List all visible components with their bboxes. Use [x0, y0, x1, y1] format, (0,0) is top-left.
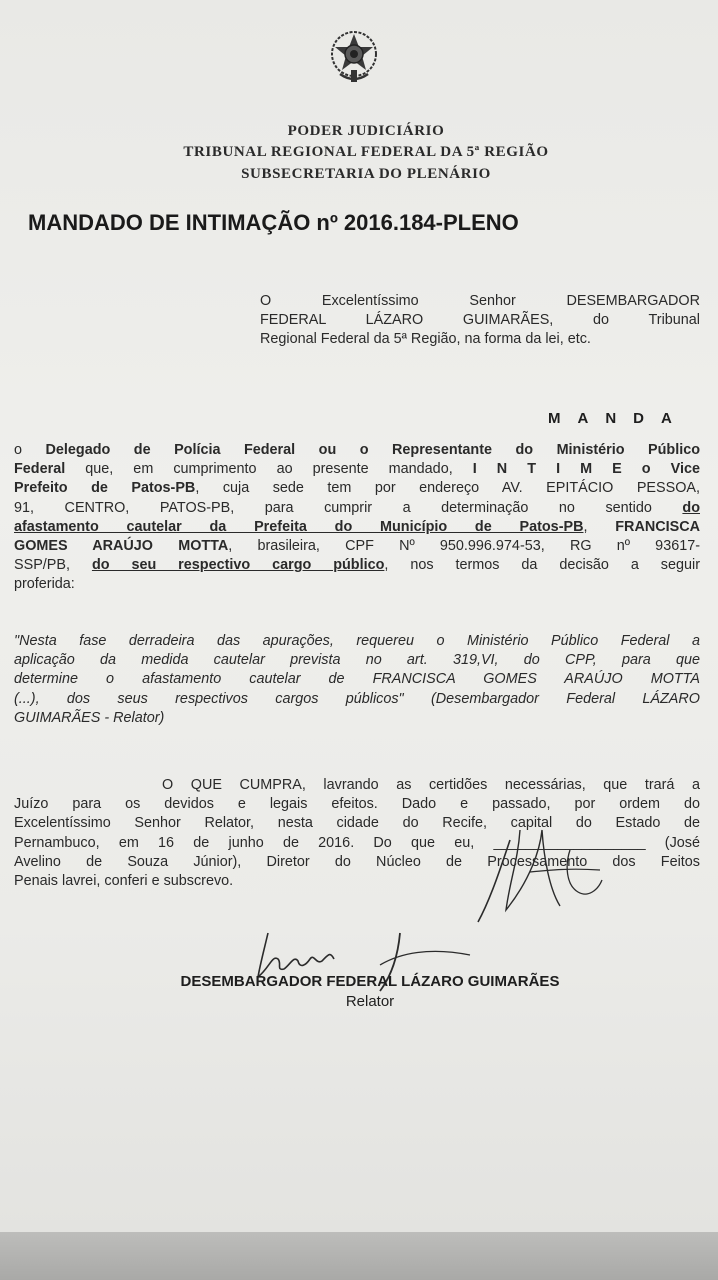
intro-line: O Excelentíssimo Senhor DESEMBARGADOR	[260, 293, 700, 309]
order-line	[14, 537, 700, 556]
text-run-bold-underlined: do	[682, 499, 700, 516]
order-line	[14, 479, 700, 498]
quote-line: "Nesta fase derradeira das apurações, requereu o Ministério Público Federal a	[14, 633, 700, 649]
text-run: , cuja sede tem por endereço AV. EPITÁCIO PESSOA,	[195, 480, 700, 497]
title-label: MANDADO DE INTIMAÇÃO nº	[28, 210, 338, 235]
order-paragraph	[14, 441, 700, 595]
text-run: o	[14, 442, 46, 458]
text-run-bold: Delegado de Polícia Federal ou o Representante do Ministério Público	[45, 442, 700, 458]
order-line	[14, 518, 700, 537]
closing-line: Juízo para os devidos e legais efeitos. Dado e passado, por ordem do	[14, 796, 700, 813]
closing-line: Penais lavrei, conferi e subscrevo.	[14, 873, 234, 890]
intro-line: Regional Federal da 5ª Região, na forma da lei, etc.	[260, 331, 591, 348]
quote-line: GUIMARÃES - Relator)	[14, 709, 165, 726]
title-number: 2016.184-PLENO	[343, 210, 519, 235]
text-run-bold: GOMES ARAÚJO MOTTA	[14, 538, 229, 555]
closing-line: Excelentíssimo Senhor Relator, nesta cidade do Recife, capital do Estado de	[14, 815, 700, 832]
quote-line: determine o afastamento cautelar de FRANCISCA GOMES ARAÚJO MOTTA	[14, 671, 700, 688]
signer-role: Relator	[345, 993, 395, 1010]
text-run: 91, CENTRO, PATOS-PB, para cumprir a determinação no sentido	[14, 499, 683, 516]
director-initials-signature	[470, 810, 610, 930]
closing-line: Pernambuco, em 16 de junho de 2016. Do que eu, ___________________ (José	[14, 834, 700, 851]
text-run-bold: Federal	[14, 461, 66, 478]
text-run: que, em cumprimento ao presente mandado,	[65, 461, 473, 478]
header-court-branch: PODER JUDICIÁRIO	[287, 123, 445, 139]
text-run: SSP/PB,	[14, 557, 92, 574]
text-run: ,	[583, 518, 616, 535]
order-line	[14, 556, 700, 575]
text-run-bold: Prefeito de Patos-PB	[14, 480, 196, 497]
text-run-bold: FRANCISCA	[615, 518, 701, 535]
coat-of-arms-seal	[330, 30, 378, 84]
intro-paragraph	[260, 292, 700, 350]
manda-heading: MANDA	[548, 410, 689, 427]
text-run: , nos termos da decisão a seguir	[384, 557, 700, 574]
document-title	[28, 210, 519, 236]
order-line	[14, 441, 700, 460]
text-run-bold-underlined: do seu respectivo cargo público	[91, 557, 385, 574]
quote-line: (...), dos seus respectivos cargos públicos" (Desembargador Federal LÁZARO	[14, 690, 700, 707]
order-line: proferida:	[14, 576, 75, 593]
order-line	[14, 499, 700, 518]
intro-line: FEDERAL LÁZARO GUIMARÃES, do Tribunal	[260, 312, 700, 329]
decision-quote	[14, 632, 700, 728]
text-run: , brasileira, CPF Nº 950.996.974-53, RG nº 93617-	[228, 538, 700, 555]
signer-name: DESEMBARGADOR FEDERAL LÁZARO GUIMARÃES	[180, 973, 560, 990]
text-run-bold-underlined: afastamento cautelar da Prefeita do Município de Patos-PB	[14, 518, 584, 535]
quote-line: aplicação da medida cautelar prevista no art. 319,VI, do CPP, para que	[14, 652, 700, 669]
closing-line: O QUE CUMPRA, lavrando as certidões necessárias, que trará a	[162, 777, 700, 793]
closing-line: Avelino de Souza Júnior), Diretor do Núcleo de Processamento dos Feitos	[14, 853, 700, 870]
text-run-bold: I N T I M E o Vice	[472, 461, 700, 478]
background-surface	[0, 1232, 718, 1280]
header-court-name: TRIBUNAL REGIONAL FEDERAL DA 5ª REGIÃO	[183, 144, 549, 160]
order-line	[14, 460, 700, 479]
header-subsecretariat: SUBSECRETARIA DO PLENÁRIO	[241, 166, 491, 182]
